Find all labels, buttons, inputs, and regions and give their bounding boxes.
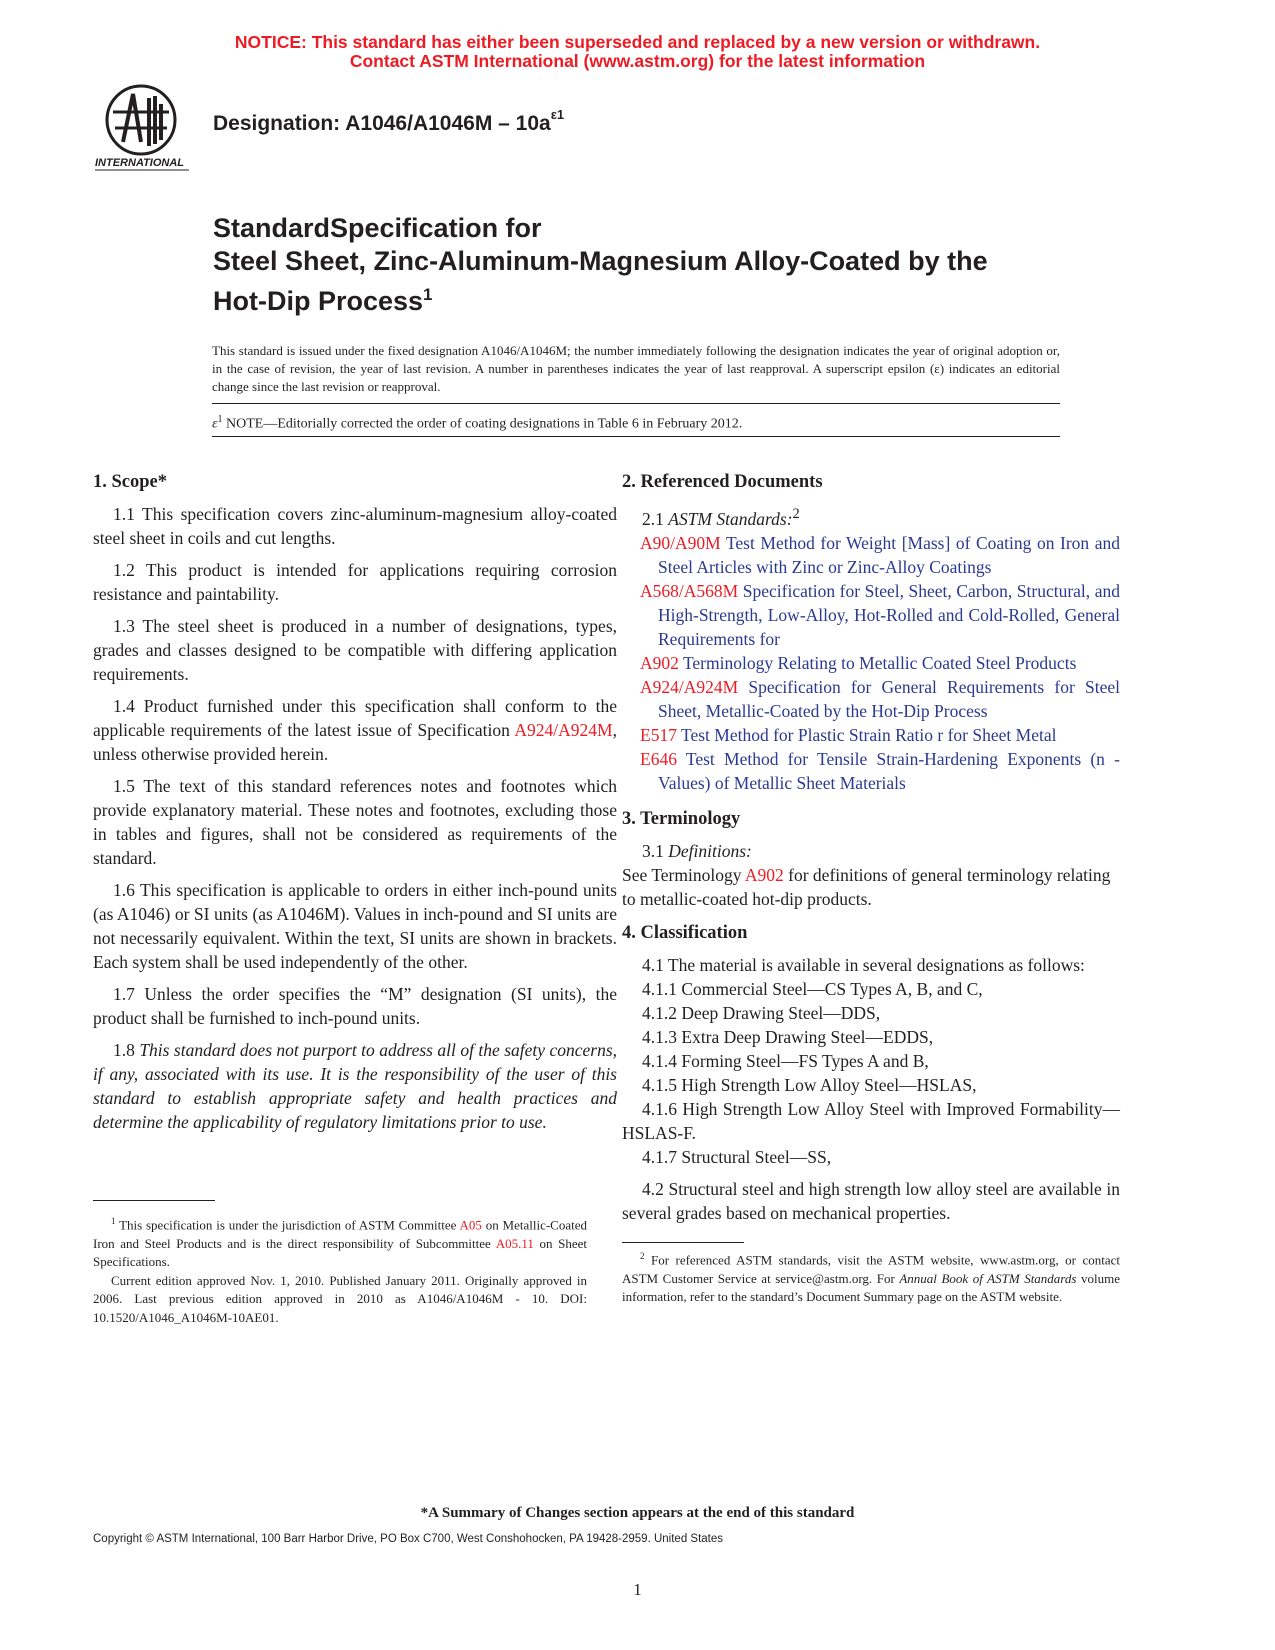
footnote-2-text-b: volume information, refer to the standard’s Document Summary page on the ASTM website. [622,1270,1120,1305]
designation [213,107,565,136]
paragraph-4-1: 4.1 The material is available in several designations as follows: [642,954,1085,975]
reference-title[interactable]: Specification for General Requirements for Steel Sheet, Metallic-Coated by the Hot-Dip Process [658,676,1120,721]
footnote-1 [93,1212,587,1327]
footnote-rule [622,1242,744,1243]
reference-code[interactable]: E517 [640,724,677,745]
paragraph-1-7: 1.7 Unless the order specifies the “M” designation (SI units), the product shall be furnished to inch-pound units. [93,984,617,1028]
designation-superscript: ε1 [550,107,565,122]
reference-item[interactable] [640,723,1120,747]
epsilon-mark: ε [212,416,218,432]
terminology-text-b: for definitions of general terminology relating to metallic-coated hot-dip products. [622,864,1111,909]
link-a902[interactable]: A902 [744,864,784,885]
reference-item[interactable] [640,579,1120,651]
reference-item[interactable] [640,651,1120,675]
reference-code[interactable]: A90/A90M [640,532,721,553]
reference-item[interactable] [640,531,1120,579]
classification-heading: 4. Classification [622,922,748,943]
link-a05[interactable]: A05 [459,1217,482,1233]
definitions-label: Definitions: [668,840,752,861]
footnote-2 [622,1247,1120,1307]
copyright: Copyright © ASTM International, 100 Barr Harbor Drive, PO Box C700, West Conshohocken, PA 19428-2959. United States [93,1533,724,1545]
footnote-1-text-b: on Metallic-Coated Iron and Steel Products and is the direct responsibility of Subcommittee [93,1217,588,1251]
reference-title[interactable]: Test Method for Plastic Strain Ratio r for Sheet Metal [676,724,1057,745]
class-item: 4.1.4 Forming Steel—FS Types A and B, [642,1050,929,1071]
page-title [213,212,1113,318]
reference-code[interactable]: E646 [640,748,677,769]
left-column [93,470,617,1142]
paragraph-2-1-num: 2.1 [642,508,669,529]
paragraph-1-4-tail: , unless otherwise provided herein. [93,720,617,764]
astm-logo-icon [93,82,203,182]
paragraph-1-2: 1.2 This product is intended for applications requiring corrosion resistance and paintability. [93,560,617,604]
paragraph-1-8-num: 1.8 [113,1040,140,1060]
footnote-2-text-a: For referenced ASTM standards, visit the ASTM website, www.astm.org, or contact ASTM Customer Service at service@astm.org. For [622,1252,1120,1286]
right-column [622,470,1120,1233]
link-a05-11[interactable]: A05.11 [495,1235,534,1251]
link-a924[interactable]: A924/A924M [514,720,613,740]
epsilon-sup: 1 [217,414,223,425]
paragraph-1-8 [93,1038,617,1134]
reference-code[interactable]: A902 [640,652,679,673]
reference-code[interactable]: A568/A568M [640,580,739,601]
title-footnote-mark: 1 [423,285,433,304]
footnote-2-mark: 2 [640,1251,645,1261]
notice-banner [0,33,1275,71]
paragraph-3-1-num: 3.1 [642,840,669,861]
paragraph-1-4 [93,694,617,766]
class-item: 4.1.5 High Strength Low Alloy Steel—HSLAS, [642,1074,977,1095]
reference-item[interactable] [640,747,1120,795]
title-line-2: Steel Sheet, Zinc-Aluminum-Magnesium Alloy-Coated by the [213,246,988,276]
paragraph-1-4-text: 1.4 Product furnished under this specification shall conform to the applicable requirements of the latest issue of Specification [93,696,617,740]
referenced-documents-heading: 2. Referenced Documents [622,472,823,492]
class-item: 4.1.2 Deep Drawing Steel—DDS, [642,1002,881,1023]
designation-label: Designation: A1046/A1046M – 10a [213,112,551,135]
divider [212,403,1060,404]
page-number: 1 [633,1580,642,1599]
intro-paragraph: This standard is issued under the fixed designation A1046/A1046M; the number immediately following the designation indicates the year of original adoption or, in the case of revision, the year of last revision. A number in parentheses indicates the year of last reapproval. A superscript epsilon (ε) indicates an editorial change since the last revision or reapproval. [212,343,1060,394]
paragraph-4-2: 4.2 Structural steel and high strength low alloy steel are available in several grades based on mechanical properties. [622,1178,1120,1223]
editorial-note-text: NOTE—Editorially corrected the order of coating designations in Table 6 in February 2012. [226,416,743,432]
title-line-1: StandardSpecification for [213,213,542,243]
astm-standards-label: ASTM Standards: [668,508,793,529]
terminology-text-a: See Terminology [622,864,745,885]
footnote-mark-2: 2 [792,506,800,522]
editorial-note [212,414,1060,433]
class-item: 4.1.3 Extra Deep Drawing Steel—EDDS, [642,1026,934,1047]
summary-note: *A Summary of Changes section appears at the end of this standard [420,1505,855,1521]
reference-item[interactable] [640,675,1120,723]
scope-heading: 1. Scope* [93,472,167,492]
class-item: 4.1.7 Structural Steel—SS, [642,1146,832,1167]
footnote-rule [93,1200,215,1201]
terminology-heading: 3. Terminology [622,808,741,829]
footnote-1-mark: 1 [111,1216,116,1226]
paragraph-1-8-text: This standard does not purport to address all of the safety concerns, if any, associated with its use. It is the responsibility of the user of this standard to establish appropriate safety and health practices and determine the applicability of regulatory limitations prior to use. [93,1040,618,1132]
paragraph-1-5: 1.5 The text of this standard references notes and footnotes which provide explanatory material. These notes and footnotes, excluding those in tables and figures, shall not be considered as requirements of the standard. [93,776,617,868]
divider [212,436,1060,437]
reference-list [622,531,1120,795]
notice-line-1: NOTICE: This standard has either been superseded and replaced by a new version or withdrawn. [234,32,1041,52]
footnote-2-italic: Annual Book of ASTM Standards [899,1270,1077,1286]
footnote-1-edition: Current edition approved Nov. 1, 2010. Published January 2011. Originally approved in 2006. Last previous edition approved in 2010 as A1046/A1046M - 10. DOI: 10.1520/A1046_A1046M-10AE01. [93,1272,587,1325]
notice-line-2: Contact ASTM International (www.astm.org) for the latest information [349,51,926,71]
reference-title[interactable]: Test Method for Weight [Mass] of Coating on Iron and Steel Articles with Zinc or Zinc-Alloy Coatings [658,532,1120,577]
reference-title[interactable]: Test Method for Tensile Strain-Hardening Exponents (n -Values) of Metallic Sheet Materials [658,748,1120,793]
reference-code[interactable]: A924/A924M [640,676,739,697]
reference-title[interactable]: Terminology Relating to Metallic Coated Steel Products [678,652,1077,673]
logo-text: INTERNATIONAL [95,157,185,169]
paragraph-3-1 [622,839,1120,863]
reference-title[interactable]: Specification for Steel, Sheet, Carbon, Structural, and High-Strength, Low-Alloy, Hot-Rolled and Cold-Rolled, General Requirements for [658,580,1120,649]
footnote-1-text-a: This specification is under the jurisdiction of ASTM Committee [115,1217,460,1233]
title-line-3: Hot-Dip Process [213,286,424,316]
paragraph-1-1: 1.1 This specification covers zinc-aluminum-magnesium alloy-coated steel sheet in coils and cut lengths. [93,504,617,548]
paragraph-1-3: 1.3 The steel sheet is produced in a number of designations, types, grades and classes designed to be compatible with differing application requirements. [93,616,617,684]
paragraph-1-6: 1.6 This specification is applicable to orders in either inch-pound units (as A1046) or SI units (as A1046M). Values in inch-pound and SI units are not necessarily equivalent. Within the text, SI units are shown in brackets. Each system shall be used independently of the other. [93,880,617,972]
paragraph-2-1 [622,502,1120,531]
terminology-text [622,863,1120,911]
class-item: 4.1.6 High Strength Low Alloy Steel with Improved Formability—HSLAS-F. [622,1098,1120,1143]
footnote-1-text-c: on Sheet Specifications. [93,1235,587,1270]
class-item: 4.1.1 Commercial Steel—CS Types A, B, and C, [642,978,983,999]
